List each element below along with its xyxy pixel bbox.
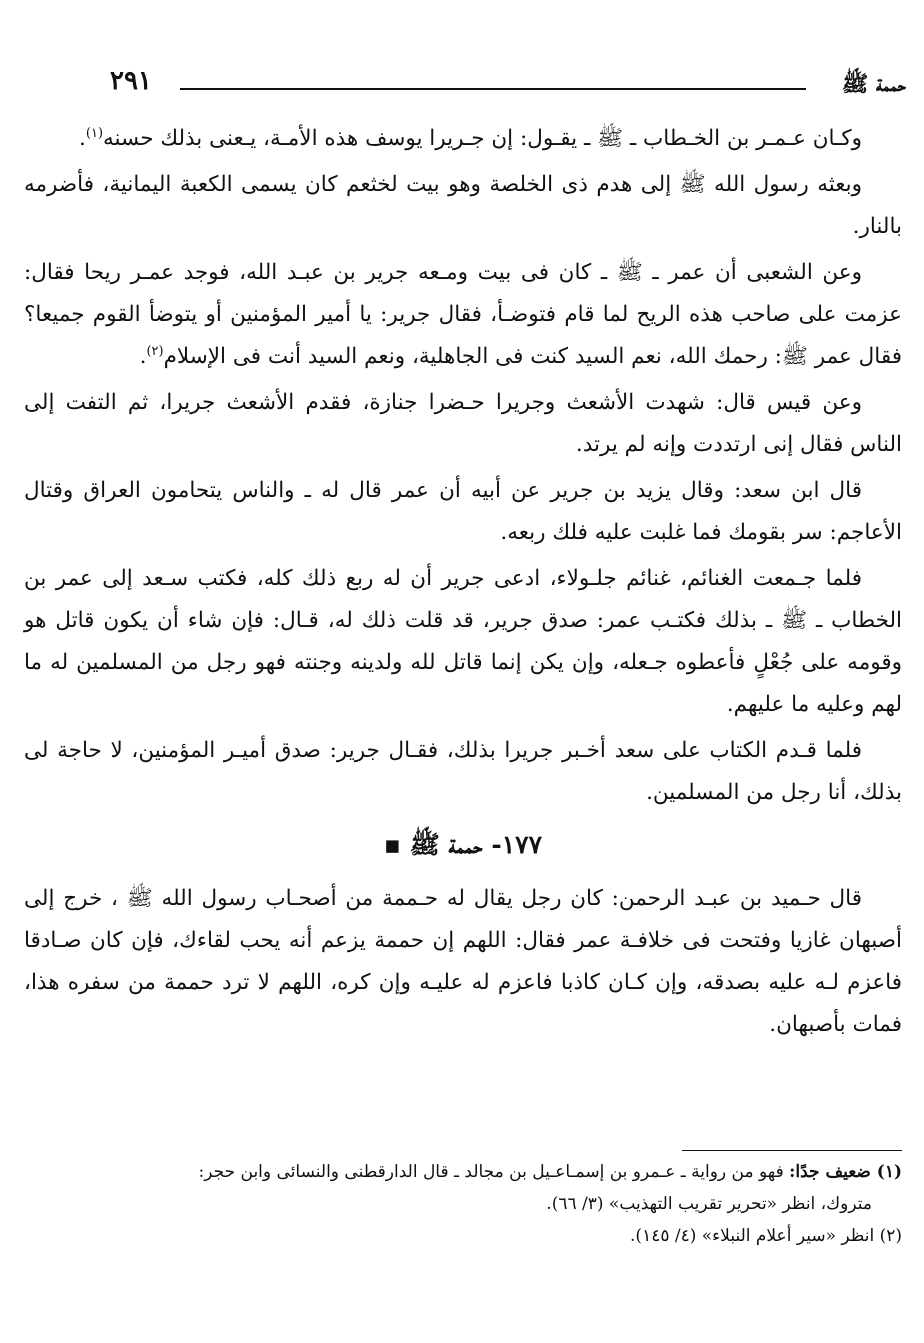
footnotes [24, 1156, 902, 1252]
paragraph-tail: . [79, 126, 86, 151]
header-rule [180, 88, 806, 90]
footnote-text: «سير أعلام النبلاء» (٤/ ١٤٥). [630, 1226, 842, 1246]
footnote [24, 1156, 902, 1188]
paragraph [24, 164, 902, 248]
footnote-continuation: متروك، انظر «تحرير تقريب التهذيب» (٣/ ٦٦). [546, 1194, 872, 1214]
paragraph [24, 878, 902, 1046]
footnote-ref: (٢) [146, 343, 164, 359]
footnote-text: فهو من رواية ـ عـمرو بن إسمـاعـيل بن مجالد ـ قال الدارقطنى والنسائى وابن حجر: [198, 1162, 790, 1182]
running-title: حممة ﷺ [841, 71, 906, 97]
paragraph-text: فلما جـمعت الغنائم، غنائم جلـولاء، ادعى جرير أن له ربع ذلك كله، فكتب سـعد إلى عمر بن الخطاب ـ ﷺ ـ بذلك فكتـب عمر: صدق جرير، قد قلت ذلك له، قـال: فإن شاء أن يكون قاتل هو وقومه على جُعْلٍ فأعطوه جـعله، وإن يكن إنما قاتل لله ولدينه وجنته فهو رجل من المسلمين له ما لهم وعليه ما عليهم. [24, 566, 902, 717]
footnote [24, 1220, 902, 1252]
paragraph-text: وبعثه رسول الله ﷺ إلى هدم ذى الخلصة وهو بيت لخثعم كان يسمى الكعبة اليمانية، فأضرمه بالنار. [24, 172, 902, 239]
paragraph [24, 558, 902, 726]
paragraph-text: وعن الشعبى أن عمر ـ ﷺ ـ كان فى بيت ومـعه جرير بن عبـد الله، فوجد عمـر ريحا فقال: عزمت على صاحب هذه الريح لما قام فتوضـأ، فقال جرير: يا أمير المؤمنين أو يتوضأ القوم جميعا؟ فقال عمر ﷺ: رحمك الله، نعم السيد كنت فى الجاهلية، ونعم السيد أنت فى الإسلام [24, 260, 902, 369]
paragraph [24, 470, 902, 554]
main-text [24, 118, 902, 1050]
section-heading: ١٧٧- حممة ﷺ ▪ [383, 830, 543, 859]
paragraph-text: قال حـميد بن عبـد الرحمن: كان رجل يقال له حـممة من أصحـاب رسول الله ﷺ ، خرج إلى أصبهان غازيا وفتحت فى خلافـة عمر فقال: اللهم إن حممة يزعم أنه يحب لقاءك، فإن كان صـادقا فاعزم لـه عليه بصدقه، وإن كـان كاذبا فاعزم له عليـه وإن كره، اللهم لا ترد حممة من سفره هذا، فمات بأصبهان. [24, 886, 902, 1037]
footnote-divider [682, 1150, 902, 1151]
paragraph [24, 730, 902, 814]
paragraph-text: وكـان عـمـر بن الخـطاب ـ ﷺ ـ يقـول: إن جـريرا يوسف هذه الأمـة، يـعنى بذلك حسنه [103, 126, 862, 151]
paragraph-text: فلما قـدم الكتاب على سعد أخـبر جريرا بذلك، فقـال جرير: صدق أميـر المؤمنين، لا حاجة لى بذلك، أنا رجل من المسلمين. [24, 738, 902, 805]
footnote-label: (٢) انظر [841, 1226, 902, 1246]
paragraph [24, 382, 902, 466]
paragraph [24, 118, 902, 160]
paragraph-text: وعن قيس قال: شهدت الأشعث وجريرا حـضرا جنازة، فقدم الأشعث جريرا، ثم التفت إلى الناس فقال إنى ارتددت وإنه لم يرتد. [24, 390, 902, 457]
paragraph [24, 252, 902, 378]
paragraph-text: قال ابن سعد: وقال يزيد بن جرير عن أبيه أن عمر قال له ـ والناس يتحامون العراق وقتال الأعاجم: سر بقومك فما غلبت عليه فلك ربعه. [24, 478, 902, 545]
footnote-label: (١) ضعيف جدًا: [789, 1162, 902, 1182]
footnote-ref: (١) [85, 125, 104, 141]
paragraph-tail: . [139, 344, 147, 369]
page-number: ٢٩١ [110, 66, 152, 96]
running-header [110, 66, 906, 106]
